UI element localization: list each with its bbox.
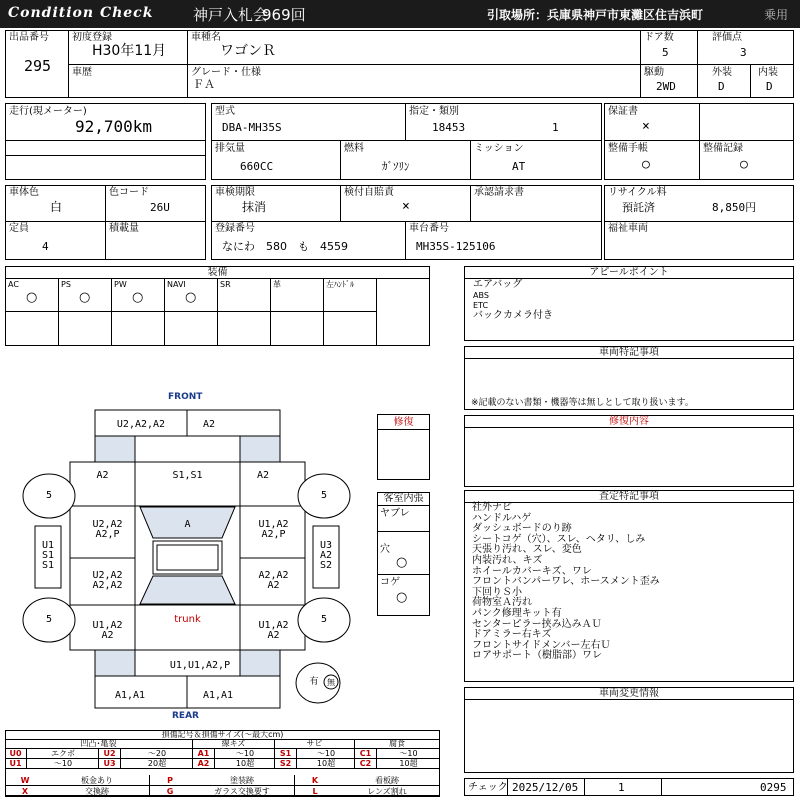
legend-code: S2 bbox=[275, 759, 297, 768]
left-rear-door-damage: U2,A2 A2,A2 bbox=[92, 570, 123, 591]
legend-group: 線キズ bbox=[193, 739, 275, 749]
equipment-item-label: PW bbox=[114, 280, 127, 289]
legend-group: 腐食 bbox=[355, 739, 440, 749]
assessment-line: 天張り汚れ、スレ、変色 bbox=[472, 544, 582, 556]
front-bumper-right-damage: A2 bbox=[202, 419, 216, 430]
pickup-location: 引取場所：兵庫県神戸市東灘区住吉浜町 bbox=[487, 8, 704, 22]
legend-cell bbox=[150, 775, 295, 786]
legend-desc: エクボ bbox=[51, 749, 75, 758]
legend-code: U0 bbox=[5, 749, 27, 758]
auction-name: 神戸入札会 bbox=[193, 6, 269, 24]
warranty-label: 保証書 bbox=[608, 106, 638, 117]
vehicle-change-title: 車両変更情報 bbox=[465, 688, 793, 700]
legend-cell bbox=[150, 786, 295, 797]
legend-desc: ～20 bbox=[147, 749, 167, 758]
color-code-label: 色コード bbox=[109, 187, 149, 198]
score-label: 評価点 bbox=[712, 32, 742, 43]
cabin-lining-title: 客室内張 bbox=[378, 493, 429, 506]
legend-code: W bbox=[20, 776, 30, 785]
assessment-line: パンク修理キット有 bbox=[472, 608, 562, 619]
header-title: Condition Check bbox=[8, 5, 154, 21]
category: 乗用 bbox=[764, 8, 789, 22]
legend-cell bbox=[193, 759, 275, 769]
legend-desc: 看板跡 bbox=[375, 776, 399, 785]
legend-code: L bbox=[312, 787, 318, 796]
equipment-item-label: NAVI bbox=[167, 280, 186, 289]
legend-desc: 20超 bbox=[147, 759, 167, 768]
type-label: 型式 bbox=[215, 106, 235, 117]
rear-label: REAR bbox=[172, 711, 199, 721]
check-label: チェック bbox=[468, 782, 508, 793]
equipment-item-mark: ○ bbox=[185, 290, 197, 305]
assessment-title: 査定特記事項 bbox=[465, 491, 793, 503]
cabin-item-mark: ○ bbox=[396, 590, 408, 605]
cabin-item-label: ヤブレ bbox=[380, 508, 410, 519]
doors-label: ドア数 bbox=[644, 32, 674, 43]
doors: 5 bbox=[662, 46, 669, 59]
displacement: 660CC bbox=[240, 160, 274, 173]
appeal-line: ABS bbox=[473, 291, 489, 300]
designation-label: 指定・類別 bbox=[409, 106, 459, 117]
appeal-line: ETC bbox=[473, 301, 489, 310]
exterior-label: 外装 bbox=[712, 67, 732, 78]
legend-cell bbox=[99, 759, 193, 769]
assessment-line: シートコゲ（穴）、スレ、ヘタリ、しみ bbox=[472, 533, 646, 545]
interior-label: 内装 bbox=[758, 67, 778, 78]
equipment-title: 装備 bbox=[6, 267, 429, 279]
hood-left-damage: A2 bbox=[96, 470, 109, 481]
legend-code: G bbox=[166, 787, 174, 796]
capacity: 4 bbox=[42, 240, 49, 253]
first-reg: H30年11月 bbox=[92, 43, 167, 59]
legend-desc: レンズ割れ bbox=[367, 787, 407, 796]
exhibit-no: 295 bbox=[24, 57, 52, 75]
assessment-line: ハンドルハゲ bbox=[472, 512, 532, 524]
fuel: ｶﾞｿﾘﾝ bbox=[382, 160, 410, 173]
repair-title: 修復内容 bbox=[465, 416, 793, 428]
equipment-item-label: 革 bbox=[273, 280, 281, 289]
windshield-damage: A bbox=[184, 519, 191, 530]
front-bumper-left-damage: U2,A2,A2 bbox=[116, 419, 166, 430]
legend-desc: ～10 bbox=[53, 759, 73, 768]
equipment-item-mark: ○ bbox=[26, 290, 38, 305]
grade-label: グレード・仕様 bbox=[191, 67, 261, 78]
exhibit-no-label: 出品番号 bbox=[9, 32, 49, 43]
displacement-label: 排気量 bbox=[215, 143, 245, 154]
equipment-item-mark: ○ bbox=[132, 290, 144, 305]
model-type: DBA-MH35S bbox=[222, 121, 282, 134]
fuel-label: 燃料 bbox=[344, 143, 364, 154]
legend-cell bbox=[193, 749, 275, 759]
grade: ＦＡ bbox=[193, 78, 215, 91]
check-code: 0295 bbox=[760, 781, 787, 794]
check-seq: 1 bbox=[618, 781, 625, 794]
drive: 2WD bbox=[656, 80, 676, 93]
legend-desc: ガラス交換要す bbox=[214, 787, 270, 796]
legend-desc: 塗装跡 bbox=[230, 776, 254, 785]
spare-tire-mark: 無 bbox=[327, 678, 335, 687]
legend-cell bbox=[5, 775, 150, 786]
right-quarter-damage: U1,A2 A2 bbox=[258, 620, 289, 641]
mileage-label: 走行(現メーター) bbox=[9, 106, 87, 117]
legend-cell bbox=[275, 749, 355, 759]
legend-code: U1 bbox=[5, 759, 27, 768]
right-rear-door-damage: A2,A2 A2 bbox=[258, 570, 289, 591]
assessment-line: ドアミラー右キズ bbox=[472, 629, 552, 641]
inspection-label: 車検期限 bbox=[215, 187, 255, 198]
body-color: 白 bbox=[50, 200, 63, 214]
chassis-label: 車台番号 bbox=[409, 223, 449, 234]
legend-cell bbox=[275, 759, 355, 769]
legend-desc: ～10 bbox=[316, 749, 336, 758]
recycle-status: 預託済 bbox=[622, 201, 655, 214]
exterior-grade: D bbox=[718, 80, 725, 93]
model-name: ワゴンＲ bbox=[220, 43, 276, 59]
legend-code: X bbox=[21, 787, 29, 796]
legend-cell bbox=[295, 786, 440, 797]
mission: AT bbox=[512, 160, 526, 173]
score: 3 bbox=[740, 46, 747, 59]
trunk-label: trunk bbox=[174, 614, 201, 625]
insurance-label: 検付自賠責 bbox=[344, 187, 394, 198]
hood-right-damage: A2 bbox=[256, 470, 270, 481]
manual: ○ bbox=[642, 157, 650, 172]
cabin-item-mark: ○ bbox=[396, 555, 408, 570]
legend-cell bbox=[295, 775, 440, 786]
legend-cell bbox=[5, 786, 150, 797]
rear-bumper-left-damage: A1,A1 bbox=[114, 690, 146, 701]
special-notes-text: ※記載のない書類・機器等は無しとして取り扱います。 bbox=[471, 398, 694, 408]
front-label: FRONT bbox=[168, 392, 203, 402]
warranty: × bbox=[642, 119, 650, 134]
recycle-fee: 8,850円 bbox=[712, 201, 757, 214]
repair-box-label: 修復 bbox=[378, 415, 429, 430]
legend-cell bbox=[99, 749, 193, 759]
spare-tire-label: 有 bbox=[309, 677, 319, 687]
legend-code: A2 bbox=[193, 759, 215, 768]
legend-cell bbox=[355, 749, 440, 759]
legend-cell bbox=[5, 759, 99, 769]
right-front-door-damage: U1,A2 A2,P bbox=[258, 519, 289, 540]
legend-code: U2 bbox=[99, 749, 121, 758]
appeal-title: アピールポイント bbox=[465, 267, 793, 279]
load-label: 積載量 bbox=[109, 223, 139, 234]
assessment-line: ダッシュボードのり跡 bbox=[472, 523, 572, 535]
capacity-label: 定員 bbox=[9, 223, 29, 234]
legend-desc: 10超 bbox=[235, 759, 255, 768]
special-notes-title: 車両特記事項 bbox=[465, 347, 793, 359]
interior-grade: D bbox=[766, 80, 773, 93]
assessment-line: センターピラー挟み込みＡＵ bbox=[472, 618, 602, 630]
history-label: 車歴 bbox=[72, 67, 92, 78]
rear-bumper-right-damage: A1,A1 bbox=[202, 690, 234, 701]
tire-front-left: 5 bbox=[45, 490, 53, 501]
tire-front-right: 5 bbox=[320, 490, 328, 501]
legend-desc: 10超 bbox=[399, 759, 418, 768]
color-label: 車体色 bbox=[9, 187, 39, 198]
mileage: 92,700km bbox=[75, 117, 153, 136]
assessment-line: ロアサポート（樹脂部）ワレ bbox=[472, 650, 602, 662]
manual-label: 整備手帳 bbox=[608, 143, 648, 154]
legend-desc: ～10 bbox=[399, 749, 418, 758]
right-side-sill-damage: U3 A2 S2 bbox=[319, 540, 333, 571]
recycle-label: リサイクル料 bbox=[608, 187, 667, 198]
tire-rear-left: 5 bbox=[45, 614, 53, 625]
legend-code: S1 bbox=[275, 749, 297, 758]
legend-desc: 10超 bbox=[316, 759, 336, 768]
appeal-line: バックカメラ付き bbox=[473, 310, 553, 321]
legend-code: C1 bbox=[355, 749, 377, 758]
legend-cell bbox=[5, 749, 99, 759]
check-date: 2025/12/05 bbox=[512, 781, 579, 794]
legend-code: U3 bbox=[99, 759, 121, 768]
assessment-line: フロントバンパーワレ、ホースメント歪み bbox=[472, 576, 660, 588]
legend-group: サビ bbox=[275, 739, 355, 749]
inspection: 抹消 bbox=[242, 200, 267, 214]
legend-cell bbox=[355, 759, 440, 769]
equipment-item-label: SR bbox=[220, 280, 231, 289]
welfare-label: 福祉車両 bbox=[608, 223, 648, 234]
first-reg-label: 初度登録 bbox=[72, 32, 112, 43]
drive-label: 駆動 bbox=[644, 67, 664, 78]
lot-number: 969回 bbox=[262, 6, 306, 24]
chassis-no: MH35S-125106 bbox=[416, 240, 496, 253]
reg-no: なにわ 580 も 4559 bbox=[222, 240, 348, 253]
color-code: 26U bbox=[150, 201, 170, 214]
legend-title: 損傷記号＆損傷サイズ(～最大cm) bbox=[5, 730, 440, 740]
left-side-sill-damage: U1 S1 S1 bbox=[41, 540, 55, 571]
assessment-line: 下回りＳ小 bbox=[472, 586, 522, 598]
record: ○ bbox=[740, 157, 748, 172]
legend-desc: ～10 bbox=[235, 749, 255, 758]
assessment-line: フロントサイドメンバー左右Ｕ bbox=[472, 639, 611, 651]
reg-no-label: 登録番号 bbox=[215, 223, 255, 234]
assessment-line: 荷物室Ａ汚れ bbox=[472, 597, 532, 609]
model-label: 車種名 bbox=[191, 32, 221, 43]
approval-label: 承認請求書 bbox=[474, 187, 524, 198]
cabin-item-label: コゲ bbox=[380, 577, 400, 588]
legend-desc: 板金あり bbox=[81, 776, 113, 785]
legend-group: 凹凸･亀裂 bbox=[5, 739, 193, 749]
rear-panel-damage: U1,U1,A2,P bbox=[169, 660, 231, 671]
appeal-line: エアバッグ bbox=[473, 279, 523, 290]
insurance: × bbox=[402, 199, 410, 214]
equipment-item-label: PS bbox=[61, 280, 71, 289]
designation: 18453 bbox=[432, 121, 466, 134]
mission-label: ミッション bbox=[474, 143, 524, 154]
cabin-item-label: 穴 bbox=[380, 544, 390, 555]
equipment-item-label: AC bbox=[8, 280, 19, 289]
assessment-line: 内装汚れ、キズ bbox=[472, 555, 543, 566]
tire-rear-right: 5 bbox=[320, 614, 328, 625]
equipment-item-mark: ○ bbox=[79, 290, 91, 305]
left-quarter-damage: U1,A2 A2 bbox=[92, 620, 123, 641]
legend-code: K bbox=[311, 776, 319, 785]
legend-code: C2 bbox=[355, 759, 377, 768]
legend-desc: 交換跡 bbox=[85, 787, 109, 796]
class-no: 1 bbox=[552, 121, 559, 134]
equipment-item-label: 左ﾊﾝﾄﾞﾙ bbox=[326, 280, 354, 289]
left-front-door-damage: U2,A2 A2,P bbox=[92, 519, 123, 540]
hood-center-damage: S1,S1 bbox=[172, 470, 203, 481]
legend-code: A1 bbox=[193, 749, 215, 758]
record-label: 整備記録 bbox=[703, 143, 743, 154]
legend-code: P bbox=[167, 776, 173, 785]
assessment-line: 社外ナビ bbox=[472, 502, 512, 513]
assessment-line: ホイールカバーキズ、ワレ bbox=[472, 565, 592, 577]
